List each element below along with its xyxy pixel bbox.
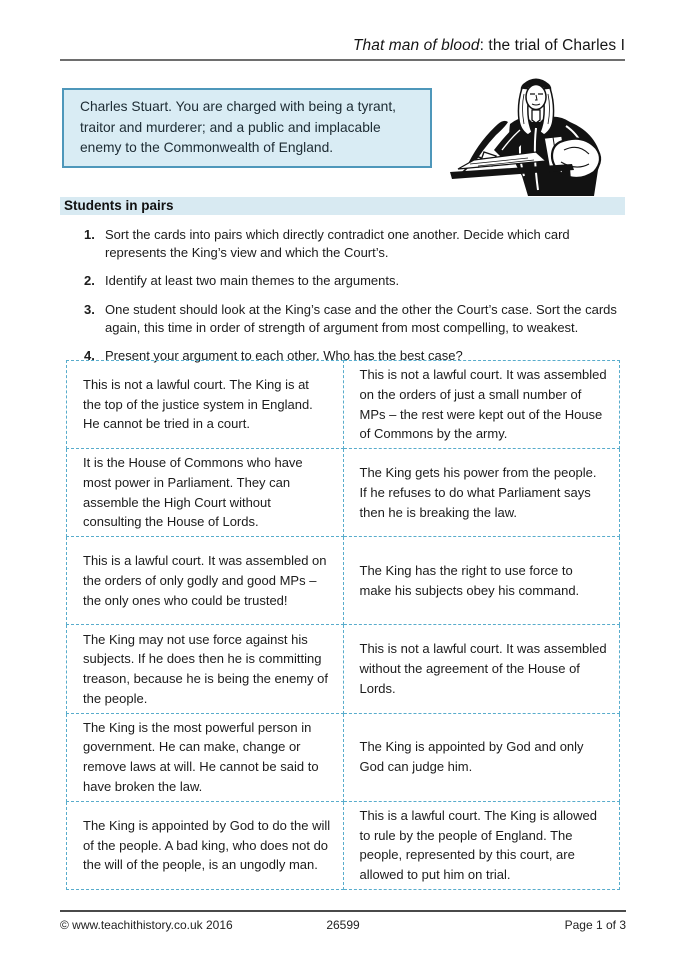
instruction-item-3 xyxy=(84,301,624,337)
card-text: This is not a lawful court. The King is at the top of the justice system in England. He cannot be tried in a court. xyxy=(83,376,313,432)
card-text: The King has the right to use force to make his subjects obey his command. xyxy=(359,563,580,598)
card-cell xyxy=(67,625,344,713)
section-heading: Students in pairs xyxy=(64,198,174,213)
title-italic-part: That man of blood xyxy=(352,37,480,54)
card-cell xyxy=(343,625,620,713)
card-row-1 xyxy=(67,361,620,449)
footer-page-number: Page 1 of 3 xyxy=(564,918,627,932)
instruction-item-2 xyxy=(84,272,624,290)
card-cell xyxy=(343,537,620,625)
card-cell xyxy=(67,449,344,537)
instruction-item-1 xyxy=(84,226,624,262)
footer xyxy=(60,918,626,932)
instruction-text: One student should look at the King’s case and the other the Court’s case. Sort the cards again, this time in order of strength of argument from most compelling, to weakest. xyxy=(105,301,617,335)
charge-text: Charles Stuart. You are charged with being a tyrant, traitor and murderer; and a public and implacable enemy to the Commonwealth of England. xyxy=(80,98,396,156)
card-row-5 xyxy=(67,713,620,801)
card-row-3 xyxy=(67,537,620,625)
card-text: The King may not use force against his subjects. If he does then he is committing treason, because he is being the enemy of the people. xyxy=(83,631,328,706)
card-text: The King is the most powerful person in government. He can make, change or remove laws at will. He cannot be said to have broken the law. xyxy=(83,719,319,794)
card-cell xyxy=(343,801,620,889)
card-text: It is the House of Commons who have most power in Parliament. They can assemble the High Court without consulting the House of Lords. xyxy=(83,455,303,530)
instruction-text: Sort the cards into pairs which directly contradict one another. Decide which card represents the King’s view and which the Court’s. xyxy=(105,227,570,261)
card-cell xyxy=(343,713,620,801)
title-divider xyxy=(60,59,625,61)
card-text: This is not a lawful court. It was assembled without the agreement of the House of Lords. xyxy=(359,641,607,696)
card-text: This is a lawful court. It was assembled on the orders of only godly and good MPs – the only ones who could be trusted! xyxy=(83,553,327,608)
card-cell xyxy=(67,801,344,889)
instruction-number: 2. xyxy=(84,273,95,289)
card-row-2 xyxy=(67,449,620,537)
instruction-number: 4. xyxy=(84,347,95,363)
card-text: This is a lawful court. The King is allowed to rule by the people of England. The people, represented by this court, are allowed to put him on trial. xyxy=(359,807,597,883)
page-title xyxy=(60,37,625,55)
card-row-6 xyxy=(67,801,620,889)
instruction-number: 1. xyxy=(84,227,95,242)
card-cell xyxy=(67,361,344,449)
instructions-list xyxy=(84,226,624,375)
title-regular-part: : the trial of Charles I xyxy=(479,37,625,54)
card-cell xyxy=(67,537,344,625)
instruction-text: Identify at least two main themes to the arguments. xyxy=(105,273,400,289)
instruction-number: 3. xyxy=(84,301,95,317)
judge-engraving-image xyxy=(448,72,624,196)
section-heading-bar xyxy=(60,197,625,215)
card-text: The King is appointed by God to do the will of the people. A bad king, who does not do the will of the people, is an ungodly man. xyxy=(83,817,331,873)
card-cell xyxy=(343,361,620,449)
card-text: This is not a lawful court. It was assembled on the orders of just a small number of MPs – the rest were kept out of the House of Commons by the army. xyxy=(359,367,607,442)
card-cell xyxy=(67,713,344,801)
card-row-4 xyxy=(67,625,620,713)
footer-copyright: © www.teachithistory.co.uk 2016 xyxy=(60,918,233,932)
argument-cards-table xyxy=(66,360,620,890)
card-text: The King is appointed by God and only God can judge him. xyxy=(359,739,584,775)
card-text: The King gets his power from the people. If he refuses to do what Parliament says then he is breaking the law. xyxy=(359,465,597,520)
footer-divider xyxy=(60,910,626,912)
card-cell xyxy=(343,449,620,537)
charge-box xyxy=(62,88,432,168)
footer-document-id: 26599 xyxy=(326,918,360,932)
instruction-text: Present your argument to each other. Who has the best case? xyxy=(105,347,463,363)
